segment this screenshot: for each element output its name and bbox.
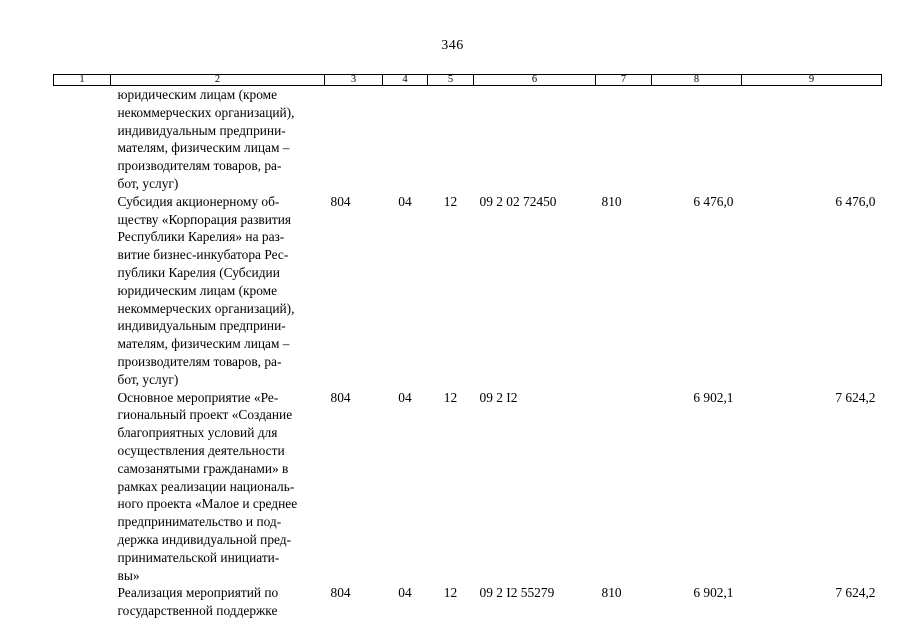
item-description: Реализация мероприятий по государственной поддержке <box>117 585 279 619</box>
ministry-code: 804 <box>330 585 351 601</box>
row-number-cell <box>54 389 111 585</box>
expense-type-code <box>596 389 652 585</box>
table-row <box>54 193 882 389</box>
section-code: 04 <box>398 193 412 209</box>
column-number-header: 3 <box>325 75 383 86</box>
target-article-code: 09 2 02 72450 <box>479 193 557 209</box>
ministry-code <box>325 86 383 193</box>
item-description: Субсидия акционерному об- ществу «Корпорация развития Республики Карелия» на раз- витие бизнес-инкубатора Рес- публики Карелия (Субсидии юридическим лицам (кроме некоммерческих организаций), индивидуальным предприни- мателям, физическим лицам – производителям товаров, ра- бот, услуг) <box>117 193 295 387</box>
column-number-header: 9 <box>742 75 882 86</box>
section-code <box>383 86 428 193</box>
column-number-header: 5 <box>428 75 474 86</box>
target-article-code <box>474 86 596 193</box>
table-row <box>54 86 882 193</box>
column-number-row <box>54 75 882 86</box>
target-article-code: 09 2 I2 <box>479 389 518 405</box>
amount-year-2 <box>742 86 882 193</box>
row-number-cell <box>54 193 111 389</box>
column-number-header: 1 <box>54 75 111 86</box>
item-description: юридическим лицам (кроме некоммерческих организаций), индивидуальным предприни- мателям, физическим лицам – производителям товаров, ра- бот, услуг) <box>117 87 295 191</box>
column-number-header: 4 <box>383 75 428 86</box>
expense-type-code: 810 <box>601 585 622 601</box>
section-code: 04 <box>398 389 412 405</box>
budget-table <box>53 74 882 620</box>
amount-year-2: 6 476,0 <box>835 193 876 209</box>
column-number-header: 7 <box>596 75 652 86</box>
column-number-header: 6 <box>474 75 596 86</box>
table-row <box>54 389 882 585</box>
section-code: 04 <box>398 585 412 601</box>
expense-type-code: 810 <box>601 193 622 209</box>
target-article-code: 09 2 I2 55279 <box>479 585 555 601</box>
amount-year-1 <box>652 86 742 193</box>
subsection-code: 12 <box>443 193 458 209</box>
subsection-code: 12 <box>443 389 458 405</box>
subsection-code: 12 <box>443 585 458 601</box>
ministry-code: 804 <box>330 193 351 209</box>
amount-year-1: 6 476,0 <box>693 193 734 209</box>
item-description: Основное мероприятие «Ре- гиональный проект «Создание благоприятных условий для осуществления деятельности самозанятыми гражданами» в рамках реализации националь- ного проекта «Малое и среднее предпринимательство и под- держка индивидуальной пред- принимательской инициати- вы» <box>117 389 298 583</box>
amount-year-1: 6 902,1 <box>693 585 734 601</box>
expense-type-code <box>596 86 652 193</box>
column-number-header: 8 <box>652 75 742 86</box>
subsection-code <box>428 86 474 193</box>
row-number-cell <box>54 86 111 193</box>
amount-year-1: 6 902,1 <box>693 389 734 405</box>
amount-year-2: 7 624,2 <box>835 389 876 405</box>
column-number-header: 2 <box>111 75 325 86</box>
ministry-code: 804 <box>330 389 351 405</box>
page-number: 346 <box>441 38 464 53</box>
table-row <box>54 584 882 620</box>
row-number-cell <box>54 584 111 620</box>
amount-year-2: 7 624,2 <box>835 585 876 601</box>
